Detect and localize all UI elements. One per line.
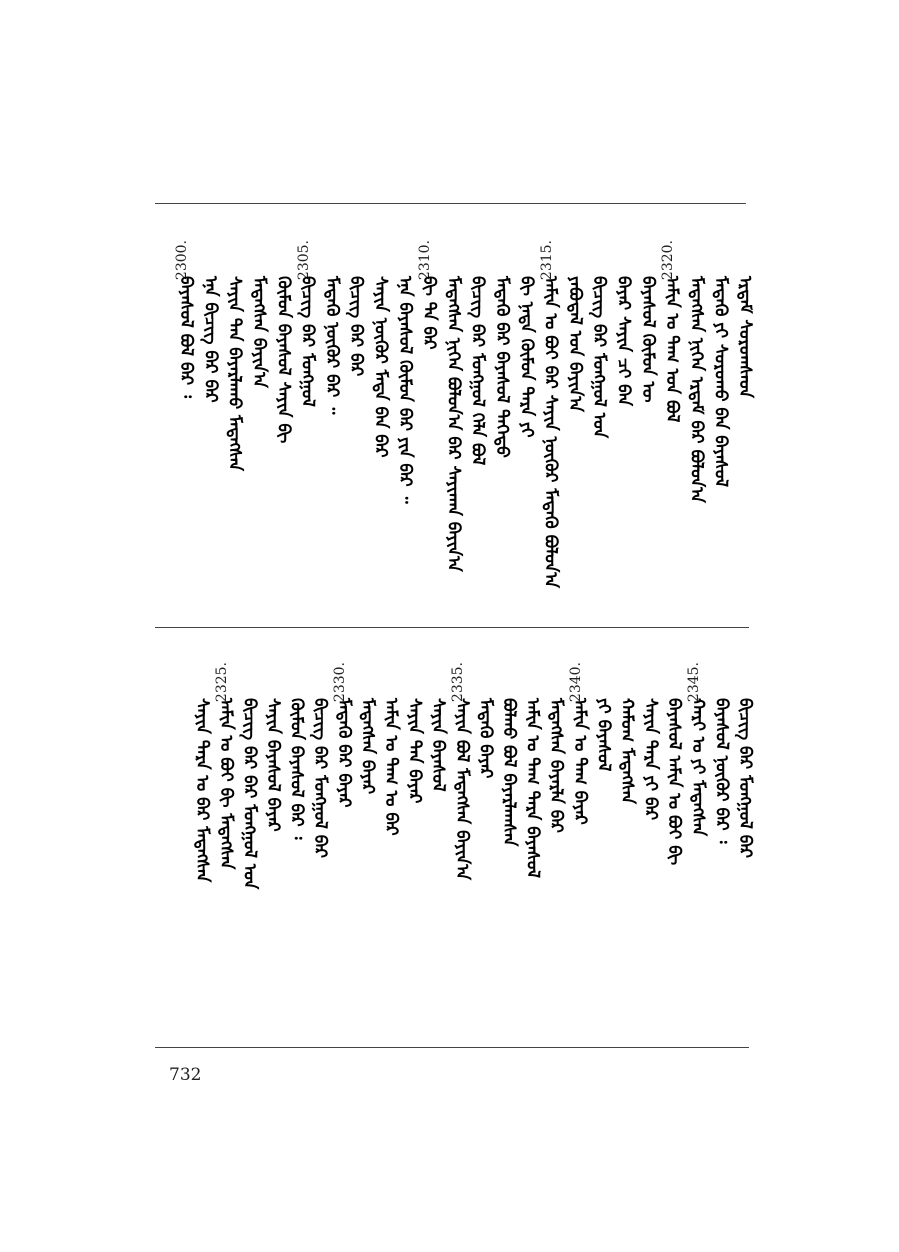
middle-rule [155,627,749,628]
text-column [440,240,466,572]
text-column [284,662,310,962]
line-number: 2315. [538,240,555,281]
text-column [586,240,612,540]
mongolian-text: ᠠᠮᠢᠨ ᠤ ᠪᠤᠢ ᠪᠢ ᠮᠡᠳᠡᠭᠰᠡᠨ [215,698,236,870]
text-column [416,240,442,540]
mongolian-text: ᠪᠢᠴᠢᠭ ᠪᠡᠷ ᠪᠡᠷ ᠮᠤᠩᠭᠤᠯ ᠤᠨ [239,698,260,890]
mongolian-text: ᠠᠮᠢᠨ ᠤ ᠲᠠᠭ ᠤ ᠪᠡᠷ [381,698,401,836]
text-column [449,662,475,962]
text-column [513,240,539,540]
text-column [197,240,223,540]
text-column [659,240,685,540]
text-column [246,240,272,540]
text-column [562,240,588,540]
text-column [343,240,369,540]
text-column [270,240,296,540]
text-column [489,240,515,540]
mongolian-text: ᠮᠡᠳᠡᠭᠰᠡᠨ ᠪᠠᠶᠠᠷᠯᠠ ᠪᠡᠷ [546,698,567,833]
mongolian-text: ᠡᠨᠡ ᠪᠠᠶᠠᠰᠤᠯ ᠬᠦᠮᠦᠨ ᠪᠡᠷ ᠶᠢᠨ ᠪᠡᠷ ᠃ [394,276,415,504]
text-column [732,240,758,540]
mongolian-text: ᠰᠠᠶᠢᠨ ᠪᠤᠯ ᠮᠡᠳᠡᠭᠰᠡᠨ ᠪᠠᠶᠢᠨ᠎ᠠ [451,698,472,881]
mongolian-text: ᠬᠦᠮᠦᠨ ᠪᠠᠶᠠᠰᠤᠯ ᠰᠠᠶᠢᠨ ᠪᠢ [273,276,294,444]
line-number: 2320. [660,240,677,281]
mongolian-text: ᠪᠢᠴᠢᠭ ᠪᠡᠷ ᠮᠤᠩᠭᠤᠯ ᠪᠡᠷ [310,698,331,858]
mongolian-text: ᠶᠢ ᠪᠠᠶᠠᠰᠤᠯ [593,698,614,772]
mongolian-text: ᠪᠢᠴᠢᠭ ᠪᠡᠷ ᠮᠤᠩᠭᠤᠯ ᠤᠨ [589,276,610,439]
upper-text-block [150,240,760,589]
line-number: 2345. [685,662,702,703]
text-column [173,240,199,540]
text-column [465,240,491,540]
mongolian-text: ᠬᠠᠮᠤᠭ ᠮᠡᠳᠡᠭᠰᠡᠨ [617,698,637,804]
upper-rule [155,203,746,204]
mongolian-text: ᠰᠠᠶᠢᠨ ᠪᠠᠶᠠᠰᠤᠯ [428,698,449,792]
text-column [295,240,321,540]
mongolian-text: ᠪᠠᠶᠠᠰᠤᠯ ᠠᠮᠢᠨ ᠤ ᠪᠤᠢ ᠪᠢ [664,698,685,866]
mongolian-text: ᠮᠡᠳᠡᠬᠦ ᠪᠡᠷ ᠪᠠᠶᠠᠷ [333,698,354,808]
text-column [708,240,734,540]
text-column [683,240,709,540]
text-column [567,662,593,962]
mongolian-text: ᠰᠠᠶᠢᠨ ᠲᠡᠷᠡ ᠶᠢ ᠪᠡᠷ [640,698,661,821]
text-column [222,240,248,540]
mongolian-text: ᠠᠮᠢᠨ ᠤ ᠲᠠᠭ ᠪᠠᠶᠠᠷ [569,698,590,825]
text-column [661,662,687,962]
text-column [590,662,616,962]
mongolian-text: ᠮᠡᠳᠡᠭᠰᠡᠨ ᠪᠠᠶᠢᠨ᠎ᠠ [249,276,269,388]
text-column [732,662,758,962]
line-number: 2305. [295,240,312,281]
mongolian-text: ᠪᠢᠴᠢᠭ ᠪᠡᠷ ᠮᠤᠩᠭᠤᠯ ᠬᠡᠯᠡ ᠪᠤᠯ [467,276,488,466]
mongolian-text: ᠪᠠᠶᠠᠰᠤᠯ ᠪᠤᠯ ᠪᠡᠷ ᠄ [176,276,197,398]
lower-text-block [175,662,760,1002]
line-number: 2330. [331,662,348,703]
page-number: 732 [169,1065,202,1085]
text-column [543,662,569,962]
line-number: 2325. [213,662,230,703]
mongolian-text: ᠰᠠᠶᠢᠨ ᠨᠥᠬᠦᠷ ᠮᠡᠳᠡ ᠪᠠᠨ ᠪᠡᠷ [370,276,391,458]
text-column [685,662,711,962]
mongolian-text: ᠪᠠᠶᠠᠰᠤᠯ ᠬᠦᠮᠦᠨ ᠦ [637,276,658,403]
text-column [392,240,418,540]
line-number: 2300. [174,240,191,281]
text-column [213,662,239,962]
mongolian-text: ᠮᠡᠳᠡᠭᠰᠡᠨ ᠨᠢᠭᠡᠨ ᠪᠤᠯᠤᠨ᠎ᠠ ᠪᠡᠷ ᠰᠠᠶᠢᠬᠠᠨ ᠪᠠᠶᠢᠨ᠎ᠠ [443,276,464,572]
mongolian-text: ᠪᠢᠴᠢᠭ ᠪᠡᠷ ᠪᠡᠷ [346,276,367,377]
text-column [319,240,345,540]
text-column [538,240,564,589]
text-column [635,240,661,540]
text-column [402,662,428,962]
text-column [378,662,404,962]
mongolian-text: ᠠᠮᠢᠨ ᠤ ᠲᠠᠭ ᠤᠨ ᠪᠤᠯ [662,276,683,423]
text-column [307,662,333,962]
mongolian-text: ᠡᠨᠡ ᠪᠢᠴᠢᠭ ᠪᠡᠷ ᠪᠡᠷ [200,276,221,403]
text-column [638,662,664,962]
text-column [496,662,522,962]
mongolian-text: ᠮᠡᠳᠡᠬᠦ ᠨᠥᠬᠦᠷ ᠪᠡᠷ ᠃ [321,276,342,415]
text-column [368,240,394,540]
mongolian-text: ᠪᠢ ᠲᠠ ᠪᠡᠷ [419,276,440,350]
mongolian-text: ᠰᠠᠶᠢᠨ ᠲᠠᠨ ᠪᠠᠶᠠᠷᠯᠠᠬᠤ ᠮᠡᠳᠡᠭᠰᠡᠨ [224,276,245,472]
mongolian-text: ᠬᠦᠮᠦᠨ ᠪᠠᠶᠠᠰᠤᠯ ᠪᠡᠷ ᠄ [286,698,307,840]
mongolian-text: ᠮᠡᠳᠡᠭᠰᠡᠨ ᠪᠠᠶᠠᠷ [357,698,378,795]
text-column [472,662,498,962]
mongolian-text: ᠮᠡᠳᠡᠬᠦ ᠪᠠᠶᠠᠷ [475,698,496,779]
mongolian-text: ᠬᠠᠷᠢ ᠤ ᠶᠢ ᠮᠡᠳᠡᠭᠰᠡᠨ [687,698,708,837]
mongolian-text: ᠡᠷᠳᠡᠮ ᠰᠤᠷᠤᠭᠰᠠᠳ [735,276,755,398]
line-number: 2335. [449,662,466,703]
mongolian-text: ᠮᠡᠳᠡᠬᠦ ᠶᠢ ᠰᠤᠷᠤᠬᠤ ᠪᠠᠨ ᠪᠠᠶᠠᠰᠤᠯ [710,276,731,488]
lower-rule [155,1047,749,1048]
text-column [354,662,380,962]
mongolian-text: ᠠᠮᠢᠨ ᠤ ᠪᠤᠢ ᠪᠡᠷ ᠰᠠᠶᠢᠨ ᠨᠥᠬᠦᠷ ᠮᠡᠳᠡᠬᠦ ᠪᠤᠯᠤᠨ᠎ᠠ [540,276,561,589]
text-column [331,662,357,962]
mongolian-text: ᠰᠠᠶᠢᠨ ᠲᠠᠨ ᠪᠠᠶᠠᠷ [404,698,425,804]
text-column [425,662,451,962]
text-column [260,662,286,962]
mongolian-text: ᠪᠢᠴᠢᠭ ᠪᠡᠷ ᠮᠤᠩᠭᠤᠯ ᠪᠡᠷ [735,698,755,858]
mongolian-text: ᠪᠢ ᠨᠠᠳᠠ ᠬᠦᠮᠦᠨ ᠲᠡᠷᠡ ᠶᠢ [516,276,537,438]
mongolian-text: ᠪᠤᠯᠬᠤ ᠪᠤᠯ ᠪᠠᠶᠠᠷᠯᠠᠭᠰᠠᠨ [499,698,519,847]
line-number: 2340. [567,662,584,703]
text-column [189,662,215,962]
mongolian-text: ᠰᠠᠶᠢᠨ ᠪᠠᠶᠠᠰᠤᠯ ᠪᠠᠶᠠᠷ [263,698,283,832]
text-column [611,240,637,540]
mongolian-text: ᠠᠮᠢᠨ ᠤ ᠲᠠᠭ ᠲᠡᠷᠡ ᠪᠠᠶᠠᠰᠤᠯ [522,698,543,878]
text-column [614,662,640,962]
mongolian-text: ᠮᠡᠳᠡᠬᠦ ᠪᠡᠷ ᠪᠠᠶᠠᠰᠤᠯ ᠳᠡᠭᠡᠳᠦ [492,276,512,458]
mongolian-text: ᠰᠠᠶᠢᠨ ᠲᠡᠷᠡ ᠤ ᠪᠡᠷ ᠮᠡᠳᠡᠭᠰᠡᠨ [192,698,213,883]
mongolian-text: ᠪᠠᠶᠠᠰᠤᠯ ᠨᠥᠬᠦᠷ ᠪᠡᠷ ᠄ [711,698,732,844]
mongolian-text: ᠶᠠᠪᠤᠳᠠᠯ ᠤᠨ ᠪᠠᠶᠢᠨ᠎ᠠ [564,276,585,413]
mongolian-text: ᠪᠢᠴᠢᠭ ᠪᠡᠷ ᠮᠤᠩᠭᠤᠯ [297,276,318,407]
text-column [236,662,262,962]
text-column [708,662,734,962]
mongolian-text: ᠪᠠᠶᠠᠷ ᠰᠠᠶᠢᠨ ᠴᠢ ᠪᠠᠨ [613,276,634,407]
line-number: 2310. [417,240,434,281]
text-column [520,662,546,962]
mongolian-text: ᠮᠡᠳᠡᠭᠰᠡᠨ ᠨᠢᠭᠡᠨ ᠡᠷᠳᠡᠮ ᠪᠡᠷ ᠪᠤᠯᠤᠨ᠎ᠠ [686,276,707,503]
